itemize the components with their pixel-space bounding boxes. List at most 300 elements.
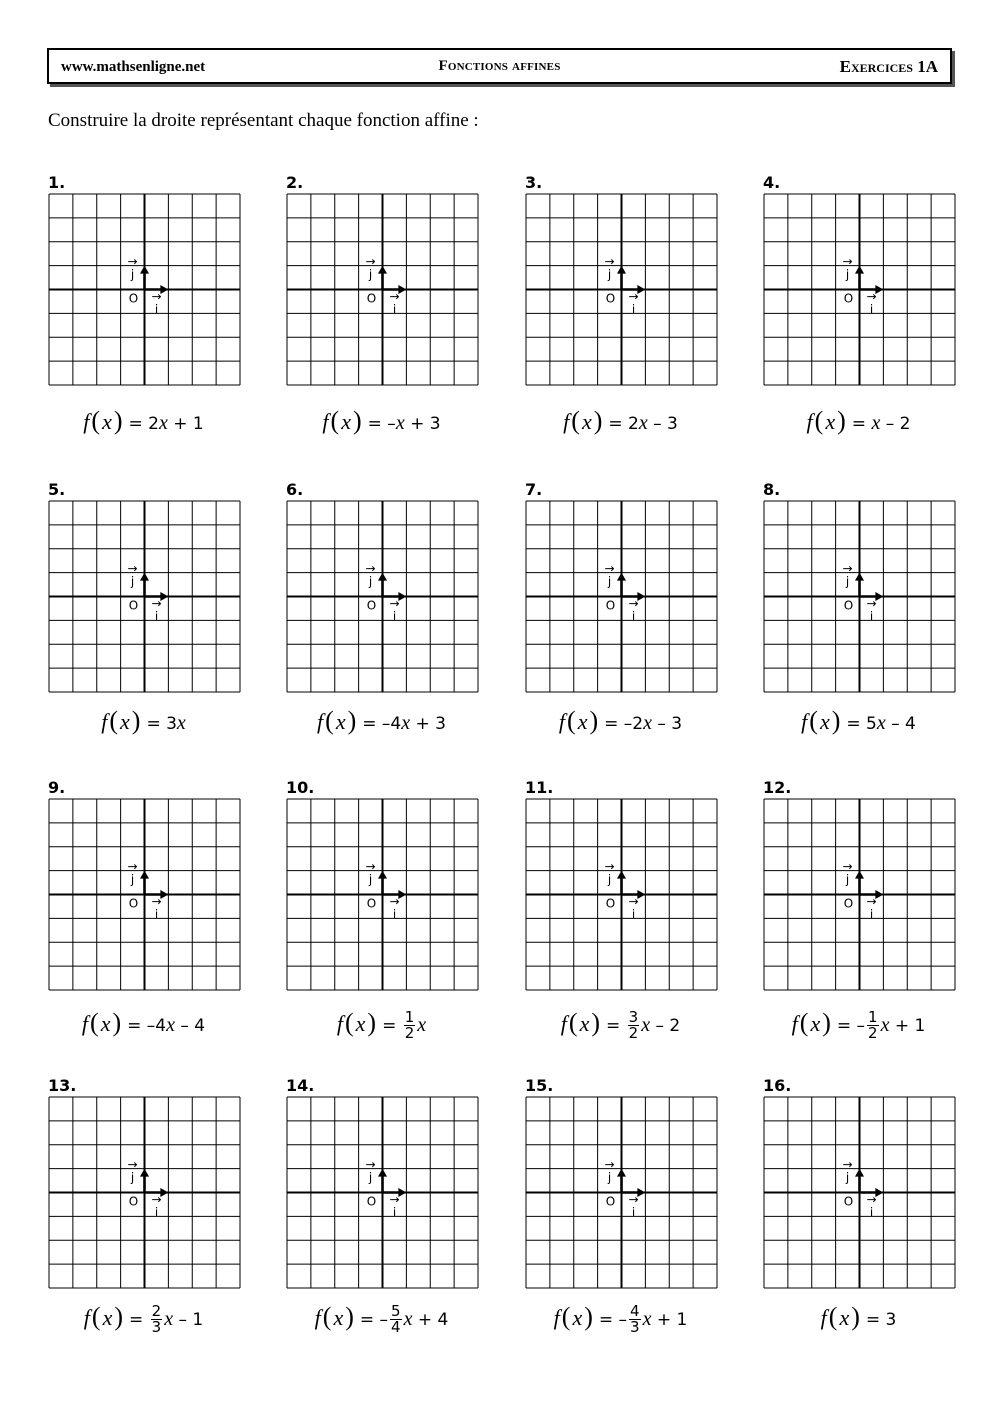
vector-arrow-i-label: → bbox=[151, 894, 162, 909]
fraction-denominator: 3 bbox=[151, 1318, 162, 1337]
vector-arrow-i-label: → bbox=[151, 596, 162, 611]
function-variable: x bbox=[577, 709, 588, 734]
fraction bbox=[390, 1301, 402, 1337]
vector-arrow-j-label: → bbox=[842, 254, 853, 269]
function-formula bbox=[505, 706, 736, 736]
formula-variable: x bbox=[176, 712, 186, 734]
function-variable: x bbox=[579, 1011, 590, 1036]
vector-arrow-j-label: → bbox=[604, 561, 615, 576]
formula-term: = 2 bbox=[608, 414, 639, 434]
close-paren: ) bbox=[114, 1302, 123, 1331]
exercise-number: 9. bbox=[48, 778, 66, 797]
function-name: f bbox=[336, 1011, 343, 1036]
origin-label: O bbox=[128, 598, 139, 613]
vector-arrow-j-label: → bbox=[842, 1157, 853, 1172]
origin-label: O bbox=[128, 896, 139, 911]
vector-j-label: j bbox=[845, 574, 850, 589]
unit-vector-j-arrowhead bbox=[378, 266, 387, 274]
vector-arrow-i-label: → bbox=[628, 596, 639, 611]
fraction-denominator: 2 bbox=[868, 1024, 878, 1043]
vector-i-label: i bbox=[392, 302, 397, 317]
function-formula bbox=[505, 406, 736, 436]
unit-vector-i-arrowhead bbox=[160, 1188, 168, 1197]
coordinate-grid bbox=[525, 798, 718, 991]
exercise-number: 10. bbox=[286, 778, 315, 797]
close-paren: ) bbox=[367, 1008, 377, 1037]
vector-arrow-i-label: → bbox=[389, 1192, 400, 1207]
coordinate-grid bbox=[48, 1096, 241, 1289]
exercise-number: 1. bbox=[48, 173, 66, 192]
fraction-numerator: 1 bbox=[868, 1007, 878, 1026]
function-variable: x bbox=[819, 709, 830, 734]
formula-term: – 2 bbox=[650, 1016, 681, 1036]
open-paren: ( bbox=[814, 406, 824, 435]
coordinate-grid bbox=[763, 193, 956, 386]
vector-j-label: j bbox=[368, 1170, 373, 1185]
formula-term: = – bbox=[367, 414, 396, 434]
fraction bbox=[628, 1007, 640, 1043]
vector-arrow-j-label: → bbox=[127, 561, 138, 576]
unit-vector-i-arrowhead bbox=[637, 592, 645, 601]
open-paren: ( bbox=[91, 406, 101, 435]
unit-vector-j-arrowhead bbox=[855, 266, 864, 274]
unit-vector-i-arrowhead bbox=[875, 890, 883, 899]
coordinate-grid bbox=[48, 193, 241, 386]
function-variable: x bbox=[810, 1011, 821, 1036]
vector-i-label: i bbox=[392, 1205, 397, 1220]
coordinate-grid bbox=[525, 193, 718, 386]
fraction-denominator: 3 bbox=[630, 1318, 640, 1337]
fraction-numerator: 1 bbox=[404, 1007, 415, 1026]
exercise-number: 13. bbox=[48, 1076, 77, 1095]
vector-arrow-j-label: → bbox=[842, 859, 853, 874]
function-variable: x bbox=[825, 409, 836, 434]
close-paren: ) bbox=[345, 1302, 354, 1331]
coordinate-grid bbox=[286, 193, 479, 386]
exercise-block bbox=[525, 173, 716, 433]
origin-label: O bbox=[843, 598, 854, 613]
site-url: www.mathsenligne.net bbox=[61, 59, 206, 75]
formula-term: = bbox=[851, 414, 872, 434]
function-formula bbox=[743, 706, 974, 736]
vector-arrow-j-label: → bbox=[842, 561, 853, 576]
unit-vector-j-arrowhead bbox=[617, 573, 626, 581]
origin-label: O bbox=[843, 291, 854, 306]
fraction-denominator: 2 bbox=[404, 1024, 415, 1043]
origin-label: O bbox=[843, 1194, 854, 1209]
vector-arrow-j-label: → bbox=[365, 859, 376, 874]
vector-i-label: i bbox=[631, 1205, 636, 1220]
exercise-block bbox=[286, 778, 477, 1043]
close-paren: ) bbox=[822, 1008, 831, 1037]
coordinate-grid bbox=[525, 500, 718, 693]
exercise-number: 14. bbox=[286, 1076, 315, 1095]
unit-vector-i-arrowhead bbox=[160, 285, 168, 294]
function-name: f bbox=[791, 1011, 798, 1036]
formula-variable: x bbox=[880, 1014, 890, 1036]
formula-term: + 1 bbox=[167, 414, 204, 434]
unit-vector-j-arrowhead bbox=[617, 871, 626, 879]
fraction-denominator: 2 bbox=[628, 1024, 639, 1043]
vector-arrow-i-label: → bbox=[151, 1192, 162, 1207]
exercise-block bbox=[763, 1076, 954, 1336]
vector-arrow-i-label: → bbox=[866, 894, 877, 909]
coordinate-grid bbox=[525, 1096, 718, 1289]
formula-variable: x bbox=[166, 1014, 175, 1036]
vector-arrow-i-label: → bbox=[628, 289, 639, 304]
unit-vector-j-arrowhead bbox=[855, 1169, 864, 1177]
fraction-numerator: 5 bbox=[391, 1301, 401, 1320]
vector-arrow-j-label: → bbox=[127, 1157, 138, 1172]
vector-i-label: i bbox=[154, 907, 159, 922]
formula-variable: x bbox=[401, 712, 411, 734]
origin-label: O bbox=[605, 896, 616, 911]
unit-vector-i-arrowhead bbox=[875, 285, 883, 294]
exercise-block bbox=[286, 1076, 477, 1336]
function-formula bbox=[743, 1008, 974, 1042]
unit-vector-j-arrowhead bbox=[855, 573, 864, 581]
function-name: f bbox=[560, 1011, 567, 1036]
fraction bbox=[629, 1301, 641, 1337]
vector-arrow-j-label: → bbox=[365, 1157, 376, 1172]
close-paren: ) bbox=[347, 706, 357, 735]
open-paren: ( bbox=[344, 1008, 354, 1037]
unit-vector-j-arrowhead bbox=[378, 1169, 387, 1177]
vector-i-label: i bbox=[154, 609, 159, 624]
vector-arrow-i-label: → bbox=[628, 1192, 639, 1207]
formula-variable: x bbox=[158, 412, 168, 434]
unit-vector-j-arrowhead bbox=[855, 871, 864, 879]
vector-arrow-i-label: → bbox=[866, 1192, 877, 1207]
formula-term: + 1 bbox=[651, 1310, 688, 1330]
function-variable: x bbox=[839, 1305, 850, 1330]
formula-term: = bbox=[606, 1016, 626, 1036]
fraction bbox=[151, 1301, 163, 1337]
formula-term: + 3 bbox=[410, 714, 446, 734]
function-formula bbox=[743, 406, 974, 436]
fraction-numerator: 2 bbox=[151, 1301, 162, 1320]
origin-label: O bbox=[605, 1194, 616, 1209]
exercise-block bbox=[525, 480, 716, 740]
function-formula bbox=[266, 1302, 497, 1336]
formula-variable: x bbox=[643, 712, 652, 734]
function-name: f bbox=[322, 409, 329, 434]
fraction bbox=[404, 1007, 416, 1043]
open-paren: ( bbox=[91, 1302, 101, 1331]
formula-term: – 1 bbox=[173, 1310, 204, 1330]
open-paren: ( bbox=[325, 706, 334, 735]
unit-vector-j-arrowhead bbox=[617, 1169, 626, 1177]
unit-vector-j-arrowhead bbox=[140, 1169, 149, 1177]
unit-vector-j-arrowhead bbox=[140, 266, 149, 274]
coordinate-grid bbox=[48, 798, 241, 991]
coordinate-grid bbox=[763, 798, 956, 991]
unit-vector-i-arrowhead bbox=[875, 592, 883, 601]
vector-arrow-j-label: → bbox=[365, 561, 376, 576]
formula-term: = 5 bbox=[846, 714, 877, 734]
unit-vector-j-arrowhead bbox=[140, 871, 149, 879]
formula-variable: x bbox=[871, 412, 881, 434]
exercise-block bbox=[48, 1076, 239, 1336]
function-variable: x bbox=[120, 709, 130, 734]
formula-variable: x bbox=[641, 1014, 651, 1036]
function-variable: x bbox=[333, 1305, 344, 1330]
exercise-number: 12. bbox=[763, 778, 792, 797]
vector-arrow-i-label: → bbox=[866, 596, 877, 611]
vector-j-label: j bbox=[607, 574, 612, 589]
exercise-number: 4. bbox=[763, 173, 781, 192]
function-formula bbox=[505, 1008, 736, 1042]
vector-i-label: i bbox=[631, 907, 636, 922]
exercise-block bbox=[525, 1076, 716, 1336]
formula-term: = bbox=[382, 1016, 402, 1036]
vector-arrow-j-label: → bbox=[365, 254, 376, 269]
function-name: f bbox=[558, 709, 566, 734]
exercise-number: 16. bbox=[763, 1076, 792, 1095]
function-variable: x bbox=[102, 1305, 113, 1330]
formula-term: = 3 bbox=[865, 1310, 897, 1330]
unit-vector-i-arrowhead bbox=[637, 890, 645, 899]
open-paren: ( bbox=[809, 706, 818, 735]
function-formula bbox=[743, 1302, 974, 1332]
function-formula bbox=[266, 706, 497, 736]
open-paren: ( bbox=[109, 706, 118, 735]
vector-j-label: j bbox=[368, 872, 373, 887]
close-paren: ) bbox=[112, 1008, 122, 1037]
unit-vector-j-arrowhead bbox=[378, 871, 387, 879]
function-name: f bbox=[820, 1305, 827, 1330]
origin-label: O bbox=[366, 896, 377, 911]
coordinate-grid bbox=[763, 1096, 956, 1289]
function-variable: x bbox=[355, 1011, 366, 1036]
vector-arrow-j-label: → bbox=[127, 859, 138, 874]
formula-variable: x bbox=[417, 1014, 427, 1036]
function-variable: x bbox=[335, 709, 346, 734]
vector-j-label: j bbox=[130, 574, 135, 589]
exercise-block bbox=[48, 173, 239, 433]
origin-label: O bbox=[605, 291, 616, 306]
vector-i-label: i bbox=[392, 907, 397, 922]
vector-i-label: i bbox=[631, 302, 636, 317]
coordinate-grid bbox=[286, 798, 479, 991]
formula-term: = bbox=[129, 1310, 149, 1330]
vector-i-label: i bbox=[869, 907, 874, 922]
close-paren: ) bbox=[352, 406, 362, 435]
exercise-number: 6. bbox=[286, 480, 304, 499]
open-paren: ( bbox=[799, 1008, 809, 1037]
vector-j-label: j bbox=[845, 1170, 850, 1185]
function-name: f bbox=[81, 1011, 89, 1036]
exercise-number: 11. bbox=[525, 778, 554, 797]
exercise-number: 3. bbox=[525, 173, 543, 192]
vector-j-label: j bbox=[130, 872, 135, 887]
close-paren: ) bbox=[131, 706, 141, 735]
formula-term: – 4 bbox=[885, 714, 916, 734]
function-formula bbox=[28, 706, 259, 736]
function-name: f bbox=[806, 409, 813, 434]
exercise-block bbox=[48, 778, 239, 1038]
vector-i-label: i bbox=[869, 609, 874, 624]
open-paren: ( bbox=[828, 1302, 838, 1331]
formula-term: = – bbox=[359, 1310, 389, 1330]
function-name: f bbox=[101, 709, 108, 734]
formula-variable: x bbox=[642, 1308, 652, 1330]
vector-j-label: j bbox=[130, 1170, 135, 1185]
fraction-numerator: 4 bbox=[630, 1301, 640, 1320]
worksheet-title: Fonctions affines bbox=[438, 58, 561, 74]
close-paren: ) bbox=[837, 406, 846, 435]
vector-j-label: j bbox=[130, 267, 135, 282]
instruction-text: Construire la droite représentant chaque fonction affine : bbox=[48, 110, 479, 131]
vector-j-label: j bbox=[607, 267, 612, 282]
vector-j-label: j bbox=[845, 267, 850, 282]
unit-vector-i-arrowhead bbox=[398, 1188, 406, 1197]
function-name: f bbox=[314, 1305, 321, 1330]
close-paren: ) bbox=[584, 1302, 593, 1331]
origin-label: O bbox=[843, 896, 854, 911]
formula-term: + 1 bbox=[889, 1016, 926, 1036]
vector-i-label: i bbox=[392, 609, 397, 624]
open-paren: ( bbox=[322, 1302, 332, 1331]
vector-arrow-i-label: → bbox=[866, 289, 877, 304]
coordinate-grid bbox=[286, 1096, 479, 1289]
origin-label: O bbox=[128, 291, 139, 306]
function-name: f bbox=[801, 709, 808, 734]
function-name: f bbox=[563, 409, 570, 434]
formula-term: + 3 bbox=[404, 414, 441, 434]
origin-label: O bbox=[128, 1194, 139, 1209]
close-paren: ) bbox=[593, 406, 603, 435]
vector-arrow-i-label: → bbox=[389, 894, 400, 909]
unit-vector-j-arrowhead bbox=[617, 266, 626, 274]
unit-vector-i-arrowhead bbox=[160, 890, 168, 899]
vector-j-label: j bbox=[368, 267, 373, 282]
exercise-number: 2. bbox=[286, 173, 304, 192]
exercise-number: 7. bbox=[525, 480, 543, 499]
unit-vector-i-arrowhead bbox=[637, 285, 645, 294]
unit-vector-j-arrowhead bbox=[140, 573, 149, 581]
coordinate-grid bbox=[48, 500, 241, 693]
function-formula bbox=[28, 1008, 259, 1038]
page-header bbox=[47, 48, 952, 84]
function-variable: x bbox=[581, 409, 592, 434]
exercise-number: 15. bbox=[525, 1076, 554, 1095]
coordinate-grid bbox=[286, 500, 479, 693]
formula-term: = 2 bbox=[128, 414, 159, 434]
exercise-block bbox=[525, 778, 716, 1043]
function-formula bbox=[505, 1302, 736, 1336]
formula-term: = – bbox=[836, 1016, 866, 1036]
open-paren: ( bbox=[90, 1008, 99, 1037]
function-formula bbox=[28, 406, 259, 436]
formula-term: – 3 bbox=[651, 714, 683, 734]
unit-vector-i-arrowhead bbox=[637, 1188, 645, 1197]
origin-label: O bbox=[366, 291, 377, 306]
close-paren: ) bbox=[113, 406, 123, 435]
open-paren: ( bbox=[568, 1008, 578, 1037]
formula-variable: x bbox=[403, 1308, 413, 1330]
formula-term: – 3 bbox=[647, 414, 678, 434]
vector-j-label: j bbox=[845, 872, 850, 887]
function-variable: x bbox=[341, 409, 351, 434]
exercise-block bbox=[763, 480, 954, 740]
vector-arrow-i-label: → bbox=[151, 289, 162, 304]
formula-variable: x bbox=[395, 412, 405, 434]
vector-arrow-j-label: → bbox=[604, 254, 615, 269]
unit-vector-i-arrowhead bbox=[398, 592, 406, 601]
unit-vector-i-arrowhead bbox=[398, 285, 406, 294]
formula-term: – 2 bbox=[880, 414, 911, 434]
function-name: f bbox=[553, 1305, 560, 1330]
fraction bbox=[867, 1007, 879, 1043]
vector-i-label: i bbox=[631, 609, 636, 624]
function-variable: x bbox=[102, 409, 112, 434]
function-formula bbox=[266, 406, 497, 436]
function-variable: x bbox=[572, 1305, 583, 1330]
unit-vector-j-arrowhead bbox=[378, 573, 387, 581]
open-paren: ( bbox=[561, 1302, 571, 1331]
exercise-block bbox=[763, 778, 954, 1043]
formula-term: = 3 bbox=[146, 714, 177, 734]
formula-term: + 4 bbox=[412, 1310, 449, 1330]
function-name: f bbox=[317, 709, 324, 734]
origin-label: O bbox=[366, 1194, 377, 1209]
vector-i-label: i bbox=[154, 302, 159, 317]
formula-term: – 4 bbox=[174, 1016, 206, 1036]
close-paren: ) bbox=[851, 1302, 860, 1331]
coordinate-grid bbox=[763, 500, 956, 693]
fraction-numerator: 3 bbox=[628, 1007, 639, 1026]
open-paren: ( bbox=[571, 406, 580, 435]
close-paren: ) bbox=[831, 706, 841, 735]
function-formula bbox=[28, 1302, 259, 1336]
formula-variable: x bbox=[638, 412, 648, 434]
open-paren: ( bbox=[330, 406, 340, 435]
origin-label: O bbox=[605, 598, 616, 613]
exercise-block bbox=[286, 480, 477, 740]
exercise-number: 8. bbox=[763, 480, 781, 499]
exercise-reference: Exercices 1A bbox=[839, 57, 938, 76]
origin-label: O bbox=[366, 598, 377, 613]
function-name: f bbox=[83, 409, 90, 434]
formula-term: = – bbox=[598, 1310, 628, 1330]
exercise-block bbox=[763, 173, 954, 433]
unit-vector-i-arrowhead bbox=[160, 592, 168, 601]
vector-arrow-i-label: → bbox=[628, 894, 639, 909]
function-name: f bbox=[83, 1305, 90, 1330]
function-variable: x bbox=[100, 1011, 111, 1036]
exercise-number: 5. bbox=[48, 480, 66, 499]
exercise-block bbox=[286, 173, 477, 433]
vector-arrow-j-label: → bbox=[604, 1157, 615, 1172]
exercise-block bbox=[48, 480, 239, 740]
unit-vector-i-arrowhead bbox=[398, 890, 406, 899]
formula-variable: x bbox=[164, 1308, 174, 1330]
open-paren: ( bbox=[567, 706, 576, 735]
fraction-denominator: 4 bbox=[391, 1318, 401, 1337]
close-paren: ) bbox=[589, 706, 599, 735]
vector-j-label: j bbox=[607, 1170, 612, 1185]
vector-arrow-i-label: → bbox=[389, 596, 400, 611]
vector-i-label: i bbox=[869, 302, 874, 317]
vector-j-label: j bbox=[607, 872, 612, 887]
function-formula bbox=[266, 1008, 497, 1042]
vector-i-label: i bbox=[869, 1205, 874, 1220]
close-paren: ) bbox=[591, 1008, 600, 1037]
vector-arrow-j-label: → bbox=[604, 859, 615, 874]
unit-vector-i-arrowhead bbox=[875, 1188, 883, 1197]
vector-i-label: i bbox=[154, 1205, 159, 1220]
